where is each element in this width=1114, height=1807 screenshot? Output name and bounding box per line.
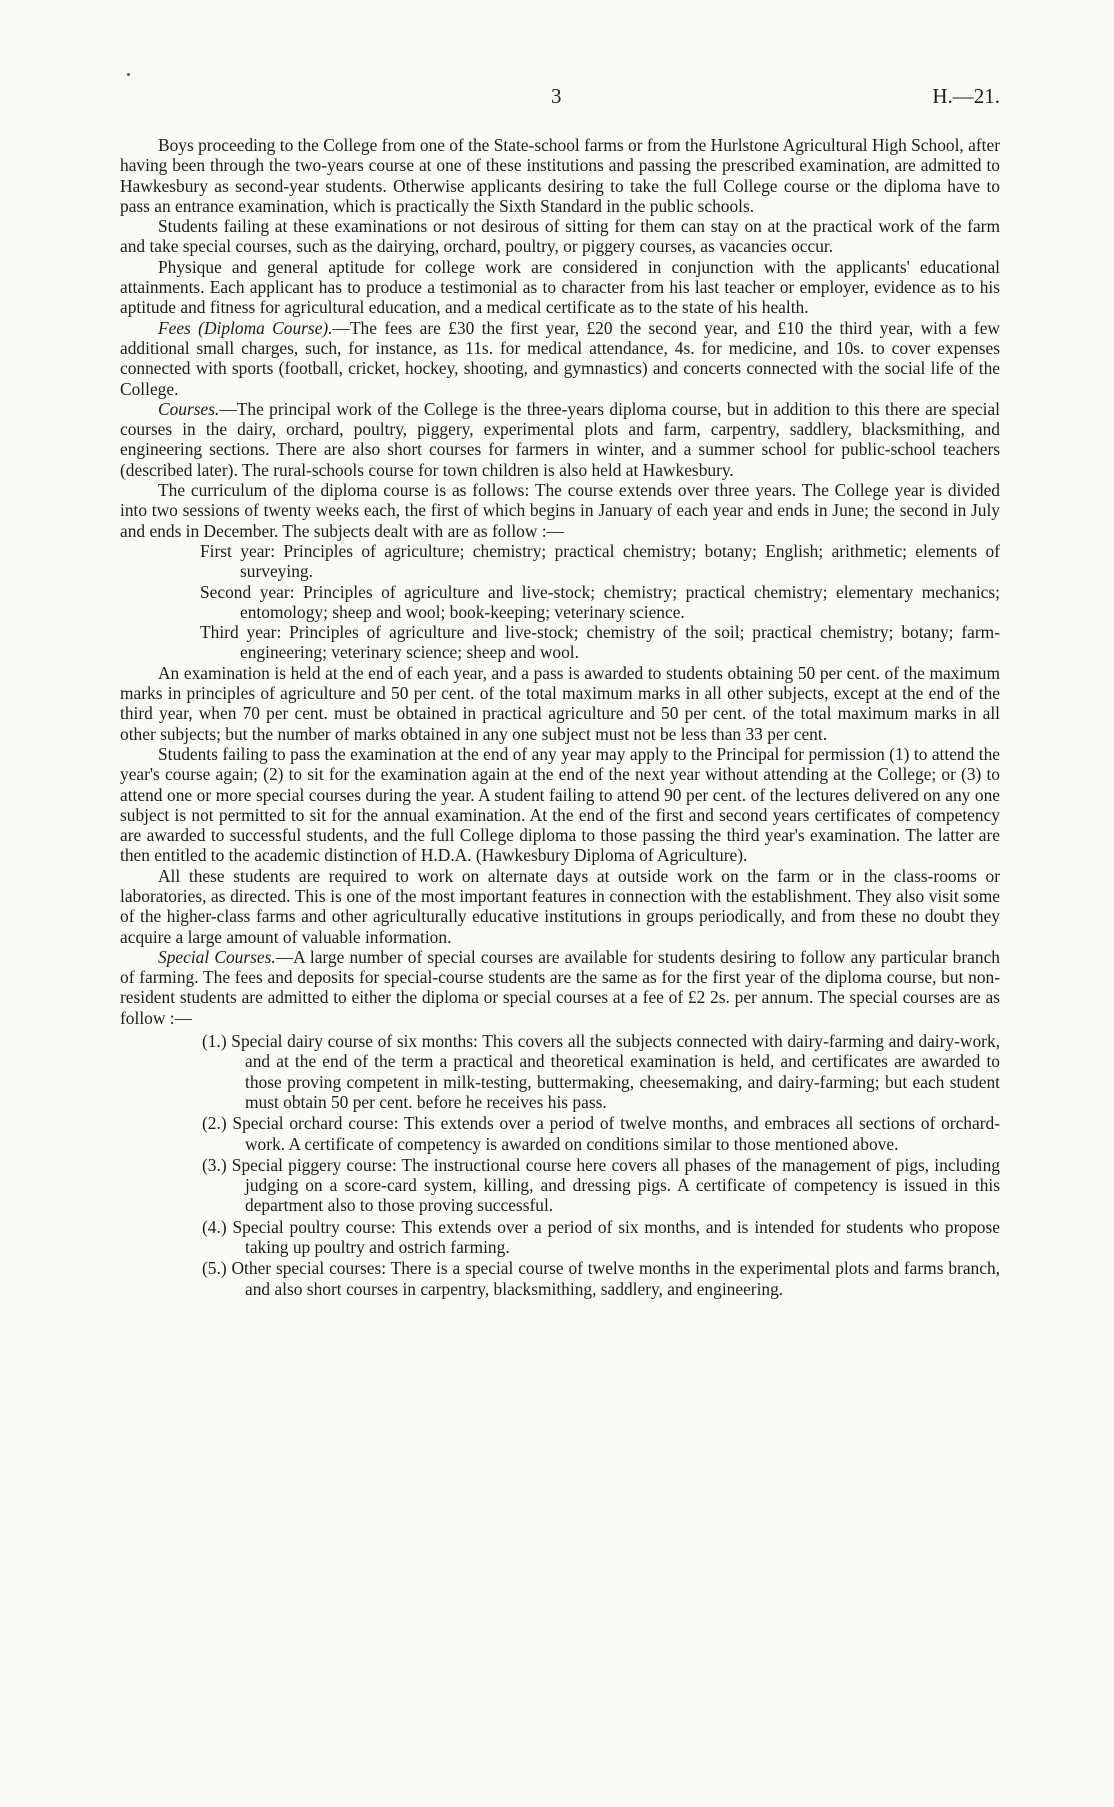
paragraph-special-courses — [120, 947, 1000, 1028]
course-orchard: (2.) Special orchard course: This extends over a period of twelve months, and embraces all sections of orchard-work. A certificate of competency is awarded on conditions similar to those mentioned above. — [202, 1113, 1000, 1154]
page-header — [0, 86, 1114, 112]
paragraph-fees — [120, 318, 1000, 399]
paragraph-admission: Boys proceeding to the College from one of the State-school farms or from the Hurlstone Agricultural High School, after having been through the two-years course at one of these institutions and passing the prescribed examination, are admitted to Hawkesbury as second-year students. Otherwise applicants desiring to take the full College course or the diploma have to pass an entrance examination, which is practically the Sixth Standard in the public schools. — [120, 135, 1000, 216]
paragraph-physique: Physique and general aptitude for college work are considered in conjunction with the applicants' educational attainments. Each applicant has to produce a testimonial as to character from his last teacher or employer, evidence as to his aptitude and fitness for agricultural education, and a medical certificate as to the state of his health. — [120, 256, 1000, 318]
paragraph-examination: An examination is held at the end of each year, and a pass is awarded to students obtaining 50 per cent. of the maximum marks in principles of agriculture and 50 per cent. of the total maximum marks in all other subjects, except at the end of the third year, when 70 per cent. must be obtained in practical agriculture and 50 per cent. of the total maximum marks in all other subjects; but the number of marks obtained in any one subject must not be less than 33 per cent. — [120, 662, 1000, 744]
courses-text: —The principal work of the College is the three-years diploma course, but in addition to this there are special courses in the dairy, orchard, poultry, piggery, experimental plots and farm, carpentry, saddlery, blacksmithing, and engineering sections. There are also short courses for farmers in winter, and a summer school for public-school teachers (described later). The rural-schools course for town children is also held at Hawkesbury. — [120, 398, 1000, 480]
special-courses-text: —A large number of special courses are available for students desiring to follow any particular branch of farming. The fees and deposits for special-course students are the same as for the first year of the diploma course, but non-resident students are admitted to either the diploma or special courses at a fee of £2 2s. per annum. The special courses are as follow :— — [120, 946, 1000, 1028]
fees-text: —The fees are £30 the first year, £20 the second year, and £10 the third year, with a few additional small charges, such, for instance, as 11s. for medical attendance, 4s. for medicine, and 10s. to cover expenses connected with sports (football, cricket, hockey, shooting, and gymnastics) and concerts connected with the social life of the College. — [120, 317, 1000, 399]
subjects-list — [200, 541, 1000, 663]
document-reference: H.—21. — [932, 84, 1000, 108]
courses-heading: Courses. — [158, 398, 220, 419]
course-other: (5.) Other special courses: There is a special course of twelve months in the experimental plots and farms branch, and also short courses in carpentry, blacksmithing, saddlery, and engineering. — [202, 1258, 1000, 1299]
paragraph-outside-work: All these students are required to work on alternate days at outside work on the farm or in the class-rooms or laboratories, as directed. This is one of the most important features in connection with the establishment. They also visit some of the higher-class farms and other agriculturally educative institutions in groups periodically, and from these no doubt they acquire a large amount of valuable information. — [120, 865, 1000, 947]
body-text — [120, 135, 1000, 1300]
special-courses-list — [202, 1031, 1000, 1299]
special-courses-heading: Special Courses. — [158, 946, 276, 967]
page-number: 3 — [551, 84, 562, 108]
paragraph-curriculum: The curriculum of the diploma course is as follows: The course extends over three years. The College year is divided into two sessions of twenty weeks each, the first of which begins in January of each year and ends in June; the second in July and ends in December. The subjects dealt with are as follow :— — [120, 480, 1000, 541]
subjects-third-year: Third year: Principles of agriculture and live-stock; chemistry of the soil; practical chemistry; botany; farm-engineering; veterinary science; sheep and wool. — [200, 622, 1000, 663]
course-piggery: (3.) Special piggery course: The instructional course here covers all phases of the management of pigs, including judging on a score-card system, killing, and dressing pigs. A certificate of competency is issued in this department also to those proving successful. — [202, 1154, 1000, 1216]
paragraph-failing-students: Students failing to pass the examination at the end of any year may apply to the Principal for permission (1) to attend the year's course again; (2) to sit for the examination again at the end of the next year without attending at the College; or (3) to attend one or more special courses during the year. A student failing to attend 90 per cent. of the lectures delivered on any one subject is not permitted to sit for the annual examination. At the end of the first and second years certificates of competency are awarded to successful students, and the full College diploma to those passing the third year's examination. The latter are then entitled to the academic distinction of H.D.A. (Hawkesbury Diploma of Agriculture). — [120, 743, 1000, 866]
paragraph-practical-work: Students failing at these examinations or not desirous of sitting for them can stay on at the practical work of the farm and take special courses, such as the dairying, orchard, poultry, or piggery courses, as vacancies occur. — [120, 216, 1000, 257]
course-poultry: (4.) Special poultry course: This extends over a period of six months, and is intended for students who propose taking up poultry and ostrich farming. — [202, 1216, 1000, 1258]
fees-heading: Fees (Diploma Course). — [158, 317, 333, 338]
course-dairy: (1.) Special dairy course of six months: This covers all the subjects connected with dairy-farming and dairy-work, and at the end of the term a practical and theoretical examination is held, and certificates are awarded to those proving competent in milk-testing, buttermaking, cheesemaking, and dairy-farming; but each student must obtain 50 per cent. before he receives his pass. — [202, 1031, 1000, 1112]
paragraph-courses — [120, 399, 1000, 480]
scan-mark — [127, 73, 130, 76]
subjects-second-year: Second year: Principles of agriculture and live-stock; chemistry; practical chemistry; elementary mechanics; entomology; sheep and wool; book-keeping; veterinary science. — [200, 581, 1000, 622]
subjects-first-year: First year: Principles of agriculture; chemistry; practical chemistry; botany; English; arithmetic; elements of surveying. — [200, 540, 1000, 582]
